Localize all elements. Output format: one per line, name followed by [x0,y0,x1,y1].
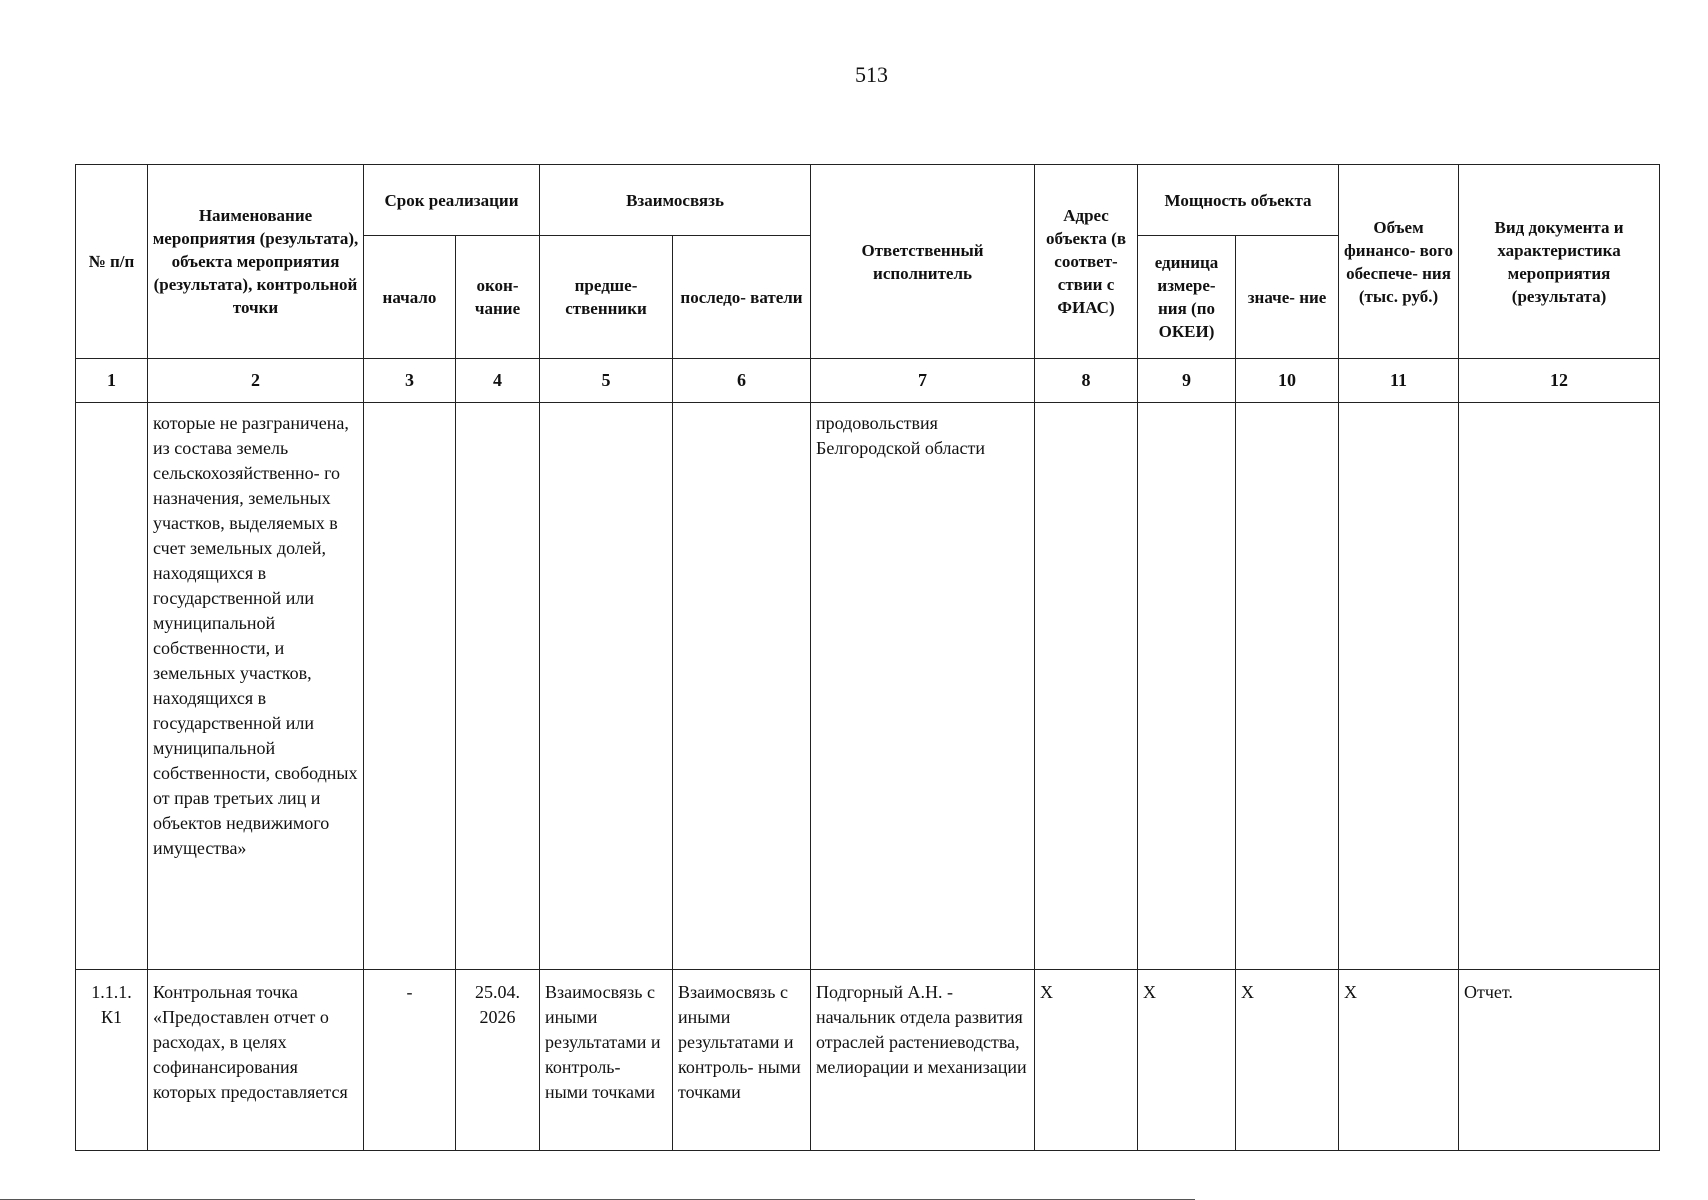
column-number: 10 [1236,359,1339,403]
column-number: 4 [456,359,540,403]
header-predecessors: предше- ственники [540,236,673,359]
column-number: 3 [364,359,456,403]
cell-address: Х [1035,970,1138,1151]
cell-start: - [364,970,456,1151]
cell-value [1236,403,1339,970]
cell-successors [673,403,811,970]
cell-finance [1339,403,1459,970]
header-period: Срок реализации [364,165,540,236]
page-number: 513 [855,62,888,87]
cell-finance: Х [1339,970,1459,1151]
column-number: 12 [1459,359,1660,403]
header-row-1 [76,165,1660,236]
column-number: 7 [811,359,1035,403]
header-document: Вид документа и характеристика мероприятия (результата) [1459,165,1660,359]
column-number: 6 [673,359,811,403]
column-number: 8 [1035,359,1138,403]
column-number: 1 [76,359,148,403]
cell-name: которые не разграничена, из состава земель сельскохозяйственно- го назначения, земельных участков, выделяемых в счет земельных долей, находящихся в государственной или муниципальной собственности, и земельных участков, находящихся в государственной или муниципальной собственности, свободных от прав третьих лиц и объектов недвижимого имущества» [148,403,364,970]
cell-address [1035,403,1138,970]
table-row [76,970,1660,1151]
cell-responsible: Подгорный А.Н. - начальник отдела развития отраслей растениеводства, мелиорации и механизации [811,970,1035,1151]
cell-num [76,403,148,970]
cell-predecessors: Взаимосвязь с иными результатами и контроль- ными точками [540,970,673,1151]
cell-responsible: продовольствия Белгородской области [811,403,1035,970]
column-number: 11 [1339,359,1459,403]
header-name: Наименование мероприятия (результата), объекта мероприятия (результата), контрольной точки [148,165,364,359]
cell-num: 1.1.1. К1 [76,970,148,1151]
cell-value: Х [1236,970,1339,1151]
cell-start [364,403,456,970]
column-number: 2 [148,359,364,403]
header-finance: Объем финансо- вого обеспече- ния (тыс. руб.) [1339,165,1459,359]
header-value: значе- ние [1236,236,1339,359]
table-row [76,403,1660,970]
cell-unit: Х [1138,970,1236,1151]
header-link: Взаимосвязь [540,165,811,236]
cell-end: 25.04. 2026 [456,970,540,1151]
header-unit: единица измере- ния (по ОКЕИ) [1138,236,1236,359]
cell-end [456,403,540,970]
column-numbers-row [76,359,1660,403]
header-end: окон- чание [456,236,540,359]
cell-document: Отчет. [1459,970,1660,1151]
cell-unit [1138,403,1236,970]
cell-document [1459,403,1660,970]
header-successors: последо- ватели [673,236,811,359]
plan-table [75,164,1660,1151]
column-number: 5 [540,359,673,403]
header-address: Адрес объекта (в соответ- ствии с ФИАС) [1035,165,1138,359]
cell-name: Контрольная точка «Предоставлен отчет о расходах, в целях софинансирования которых предоставляется [148,970,364,1151]
cell-successors: Взаимосвязь с иными результатами и контроль- ными точками [673,970,811,1151]
header-num: № п/п [76,165,148,359]
cell-predecessors [540,403,673,970]
header-responsible: Ответственный исполнитель [811,165,1035,359]
column-number: 9 [1138,359,1236,403]
header-start: начало [364,236,456,359]
header-capacity: Мощность объекта [1138,165,1339,236]
